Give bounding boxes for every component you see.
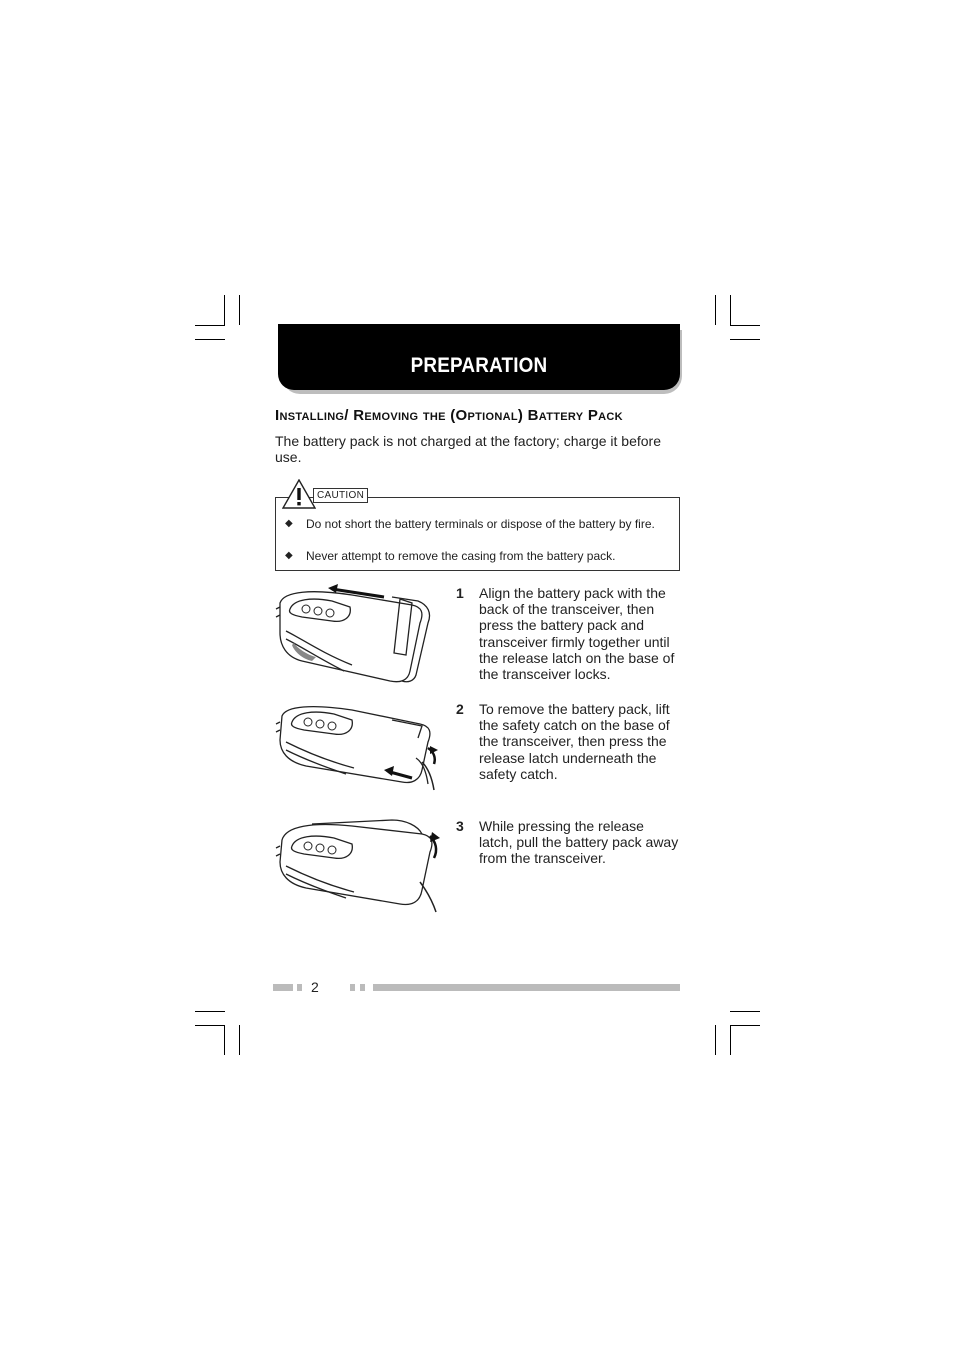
battery-remove-illustration — [272, 816, 450, 916]
intro-text: The battery pack is not charged at the factory; charge it before use. — [275, 433, 661, 465]
caution-item: Do not short the battery terminals or dispose of the battery by fire. — [306, 517, 655, 531]
crop-mark — [195, 1025, 225, 1026]
step-text: To remove the battery pack, lift the safety catch on the base of the transceiver, then press the release latch underneath the safety catch. — [479, 701, 670, 782]
crop-mark — [239, 1025, 240, 1055]
crop-mark — [730, 339, 760, 340]
page-title: PREPARATION — [410, 354, 548, 377]
caution-item: Never attempt to remove the casing from the battery pack. — [306, 549, 616, 563]
caution-label: CAUTION — [313, 488, 368, 503]
step-number: 3 — [456, 818, 464, 834]
crop-mark — [195, 339, 225, 340]
crop-mark — [730, 295, 731, 325]
footer-bar-left — [273, 984, 293, 991]
battery-install-illustration — [272, 583, 442, 688]
crop-mark — [224, 1025, 225, 1055]
crop-mark — [195, 325, 225, 326]
crop-mark — [730, 325, 760, 326]
crop-mark — [730, 1025, 760, 1026]
diamond-bullet-icon: ◆ — [285, 518, 293, 529]
crop-mark — [715, 1025, 716, 1055]
crop-mark — [195, 1011, 225, 1012]
footer-bar-left-small — [297, 984, 302, 991]
footer-bar-right — [373, 984, 680, 991]
crop-mark — [730, 1025, 731, 1055]
footer-bar-right-small — [360, 984, 365, 991]
step-text: While pressing the release latch, pull the battery pack away from the transceiver. — [479, 818, 679, 867]
footer-bar-right-small — [350, 984, 355, 991]
step-text: Align the battery pack with the back of the transceiver, then press the battery pack and transceiver firmly together until the release latch on the base of the transceiver locks. — [479, 585, 675, 683]
crop-mark — [224, 295, 225, 325]
header-banner — [278, 324, 680, 390]
crop-mark — [715, 295, 716, 325]
step-number: 2 — [456, 701, 464, 717]
section-title: Installing/ Removing the (Optional) Battery Pack — [275, 407, 623, 424]
warning-triangle-icon — [282, 479, 316, 509]
diamond-bullet-icon: ◆ — [285, 550, 293, 561]
step-number: 1 — [456, 585, 464, 601]
battery-latch-illustration — [272, 700, 450, 795]
page-number: 2 — [311, 979, 319, 995]
crop-mark — [730, 1011, 760, 1012]
crop-mark — [239, 295, 240, 325]
